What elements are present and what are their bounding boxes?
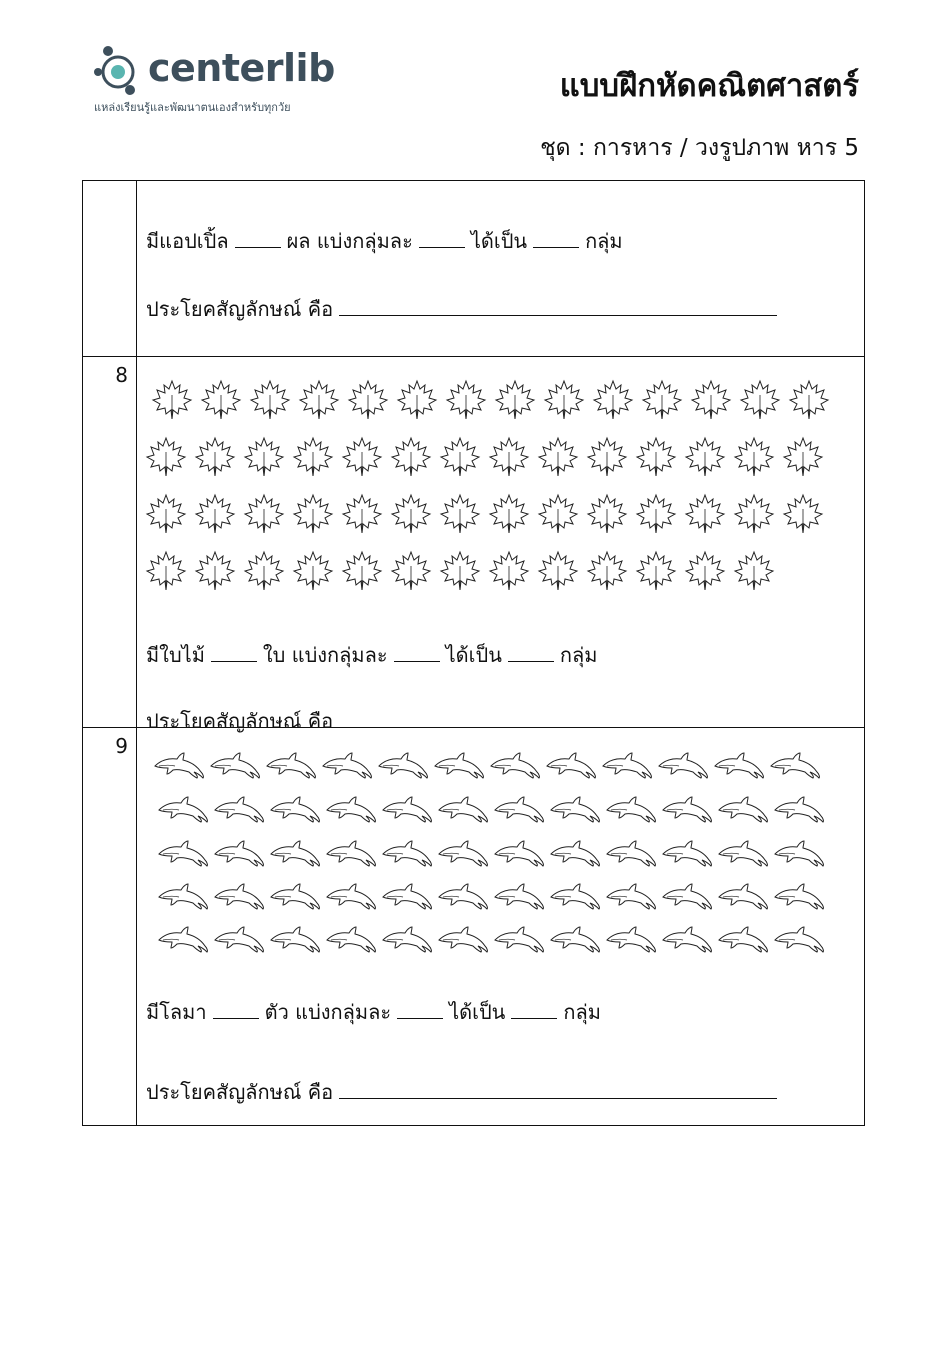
question-number <box>83 181 137 357</box>
dolphin-icon <box>269 838 321 868</box>
answer-blank-group-size[interactable] <box>394 643 440 662</box>
maple-leaf-icon <box>445 379 487 421</box>
maple-leaf-icon <box>488 493 530 535</box>
dolphin-row <box>157 881 829 911</box>
maple-leaf-icon <box>684 550 726 592</box>
dolphin-icon <box>545 750 597 780</box>
maple-leaf-icon <box>298 379 340 421</box>
dolphin-icon <box>213 838 265 868</box>
maple-leaf-icon <box>641 379 683 421</box>
question-text: มีโลมา ตัว แบ่งกลุ่มละ ได้เป็น กลุ่ม <box>146 1000 601 1024</box>
answer-blank-sentence[interactable] <box>339 1080 777 1099</box>
question-text: มีใบไม้ ใบ แบ่งกลุ่มละ ได้เป็น กลุ่ม <box>146 643 598 667</box>
question-row <box>83 357 865 728</box>
maple-leaf-icon <box>739 379 781 421</box>
answer-blank-groups[interactable] <box>508 643 554 662</box>
maple-leaf-icon <box>145 493 187 535</box>
maple-leaf-icon <box>347 379 389 421</box>
dolphin-row <box>157 924 829 954</box>
maple-leaf-icon <box>690 379 732 421</box>
maple-leaf-icon <box>292 436 334 478</box>
dolphin-icon <box>657 750 709 780</box>
maple-leaf-icon <box>782 493 824 535</box>
maple-leaf-icon <box>494 379 536 421</box>
maple-leaf-icon <box>684 436 726 478</box>
maple-leaf-icon <box>439 493 481 535</box>
dolphin-icon <box>325 794 377 824</box>
dolphin-icon <box>549 794 601 824</box>
dolphin-icon <box>381 881 433 911</box>
maple-leaf-icon <box>537 550 579 592</box>
maple-leaf-icon <box>390 550 432 592</box>
dolphin-icon <box>493 838 545 868</box>
dolphin-icon <box>269 881 321 911</box>
dolphin-icon <box>605 924 657 954</box>
maple-leaf-icon <box>249 379 291 421</box>
maple-leaf-icon <box>635 550 677 592</box>
maple-leaf-icon <box>243 550 285 592</box>
dolphin-icon <box>493 881 545 911</box>
dolphin-icon <box>157 838 209 868</box>
dolphin-icon <box>717 794 769 824</box>
maple-leaf-icon <box>243 493 285 535</box>
dolphin-icon <box>489 750 541 780</box>
maple-leaf-icon <box>537 436 579 478</box>
maple-leaf-icon <box>145 436 187 478</box>
dolphin-icon <box>601 750 653 780</box>
maple-leaf-row <box>145 493 831 535</box>
maple-leaf-icon <box>586 493 628 535</box>
dolphin-icon <box>549 881 601 911</box>
answer-blank-group-size[interactable] <box>419 229 465 248</box>
answer-blank-total[interactable] <box>211 643 257 662</box>
maple-leaf-icon <box>341 493 383 535</box>
dolphin-icon <box>549 838 601 868</box>
maple-leaf-icon <box>243 436 285 478</box>
dolphin-icon <box>773 924 825 954</box>
answer-blank-total[interactable] <box>235 229 281 248</box>
maple-leaf-icon <box>733 550 775 592</box>
dolphin-icon <box>605 838 657 868</box>
maple-leaf-icon <box>537 493 579 535</box>
dolphin-icon <box>773 881 825 911</box>
dolphin-icon <box>713 750 765 780</box>
question-content <box>137 728 865 1126</box>
answer-blank-sentence[interactable] <box>339 709 777 728</box>
maple-leaf-icon <box>439 550 481 592</box>
maple-leaf-icon <box>145 550 187 592</box>
dolphin-row <box>157 794 829 824</box>
logo-text: centerlib <box>148 46 335 90</box>
maple-leaf-icon <box>782 436 824 478</box>
maple-leaf-icon <box>586 550 628 592</box>
maple-leaf-icon <box>151 379 193 421</box>
question-row <box>83 181 865 357</box>
maple-leaf-icon <box>684 493 726 535</box>
dolphin-icon <box>381 838 433 868</box>
dolphin-row <box>153 750 825 780</box>
dolphin-icon <box>213 881 265 911</box>
page-title: แบบฝึกหัดคณิตศาสตร์ <box>559 68 859 104</box>
answer-blank-groups[interactable] <box>511 1000 557 1019</box>
maple-leaf-icon <box>396 379 438 421</box>
question-row <box>83 728 865 1126</box>
dolphin-icon <box>769 750 821 780</box>
number-sentence: ประโยคสัญลักษณ์ คือ <box>146 705 783 737</box>
dolphin-icon <box>773 838 825 868</box>
dolphin-icon <box>377 750 429 780</box>
number-sentence: ประโยคสัญลักษณ์ คือ <box>146 293 783 325</box>
dolphin-icon <box>265 750 317 780</box>
dolphin-icon <box>325 881 377 911</box>
dolphin-icon <box>213 924 265 954</box>
maple-leaf-icon <box>488 436 530 478</box>
dolphin-icon <box>605 881 657 911</box>
logo <box>92 40 352 120</box>
maple-leaf-icon <box>200 379 242 421</box>
maple-leaf-icon <box>341 436 383 478</box>
dolphin-icon <box>325 924 377 954</box>
dolphin-icon <box>213 794 265 824</box>
maple-leaf-icon <box>788 379 830 421</box>
dolphin-icon <box>325 838 377 868</box>
maple-leaf-icon <box>390 493 432 535</box>
maple-leaf-icon <box>194 493 236 535</box>
answer-blank-groups[interactable] <box>533 229 579 248</box>
maple-leaf-icon <box>733 436 775 478</box>
dolphin-icon <box>269 794 321 824</box>
maple-leaf-icon <box>439 436 481 478</box>
dolphin-icon <box>157 794 209 824</box>
dolphin-icon <box>321 750 373 780</box>
maple-leaf-icon <box>635 436 677 478</box>
maple-leaf-icon <box>390 436 432 478</box>
dolphin-icon <box>661 881 713 911</box>
question-number: 9 <box>83 728 137 1126</box>
question-content <box>137 181 865 357</box>
maple-leaf-icon <box>488 550 530 592</box>
dolphin-icon <box>437 881 489 911</box>
dolphin-icon <box>549 924 601 954</box>
dolphin-icon <box>437 794 489 824</box>
dolphin-icon <box>717 881 769 911</box>
maple-leaf-icon <box>635 493 677 535</box>
maple-leaf-icon <box>292 550 334 592</box>
answer-blank-total[interactable] <box>213 1000 259 1019</box>
maple-leaf-icon <box>543 379 585 421</box>
number-sentence: ประโยคสัญลักษณ์ คือ <box>146 1076 783 1108</box>
dolphin-icon <box>493 794 545 824</box>
dolphin-icon <box>717 924 769 954</box>
dolphin-icon <box>773 794 825 824</box>
dolphin-icon <box>381 924 433 954</box>
dolphin-icon <box>661 924 713 954</box>
question-content <box>137 357 865 733</box>
question-text: มีแอปเปิ้ล ผล แบ่งกลุ่มละ ได้เป็น กลุ่ม <box>146 229 623 253</box>
dolphin-icon <box>157 924 209 954</box>
dolphin-icon <box>717 838 769 868</box>
question-number: 8 <box>83 357 137 728</box>
maple-leaf-row <box>145 550 782 592</box>
maple-leaf-icon <box>194 550 236 592</box>
maple-leaf-icon <box>292 493 334 535</box>
maple-leaf-icon <box>586 436 628 478</box>
dolphin-row <box>157 838 829 868</box>
dolphin-icon <box>269 924 321 954</box>
centerlib-logo-icon <box>92 42 148 98</box>
worksheet-table <box>82 180 865 1126</box>
maple-leaf-icon <box>592 379 634 421</box>
dolphin-icon <box>381 794 433 824</box>
dolphin-icon <box>661 794 713 824</box>
answer-blank-sentence[interactable] <box>339 297 777 316</box>
maple-leaf-icon <box>733 493 775 535</box>
dolphin-icon <box>661 838 713 868</box>
page-subtitle: ชุด : การหาร / วงรูปภาพ หาร 5 <box>540 135 859 161</box>
maple-leaf-row <box>151 379 837 421</box>
maple-leaf-icon <box>341 550 383 592</box>
dolphin-icon <box>437 924 489 954</box>
dolphin-icon <box>493 924 545 954</box>
dolphin-icon <box>605 794 657 824</box>
dolphin-icon <box>433 750 485 780</box>
maple-leaf-row <box>145 436 831 478</box>
dolphin-icon <box>157 881 209 911</box>
logo-tagline: แหล่งเรียนรู้และพัฒนาตนเองสำหรับทุกวัย <box>94 101 291 114</box>
maple-leaf-icon <box>194 436 236 478</box>
dolphin-icon <box>437 838 489 868</box>
dolphin-icon <box>153 750 205 780</box>
answer-blank-group-size[interactable] <box>397 1000 443 1019</box>
dolphin-icon <box>209 750 261 780</box>
